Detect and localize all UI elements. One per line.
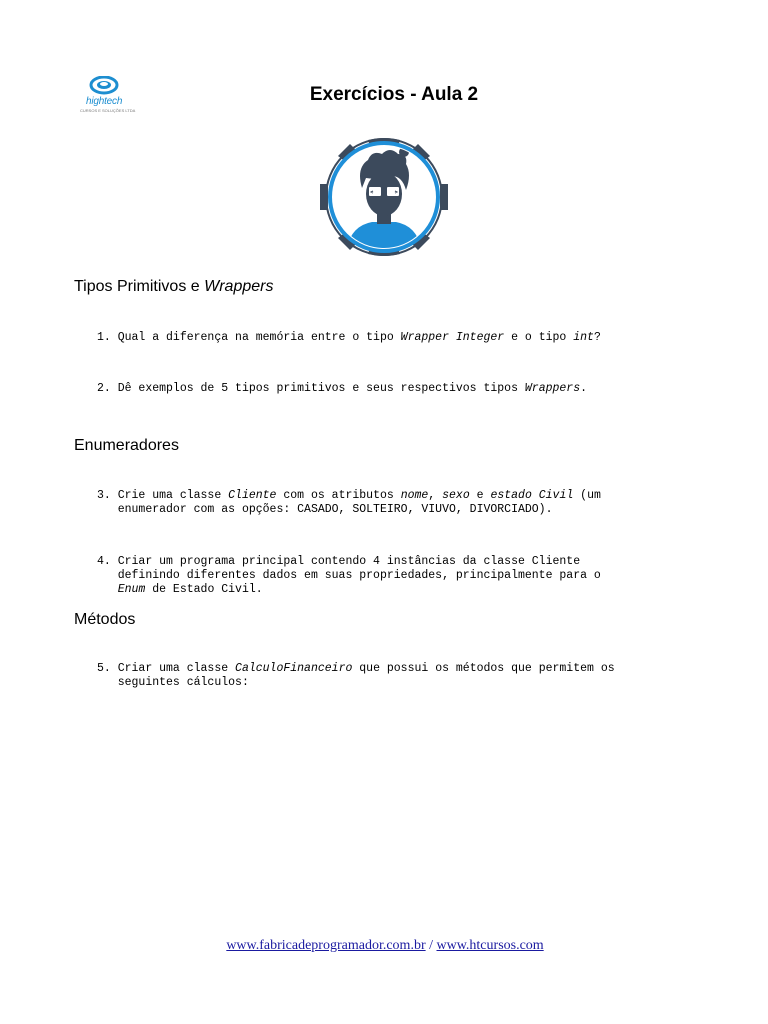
exercise-indent [97, 676, 118, 689]
footer-links [0, 938, 768, 954]
exercise-number: 3. [97, 489, 118, 502]
exercise-emphasis: Wrapper Integer [400, 331, 505, 344]
exercise-text: que possui os métodos que permitem os [352, 662, 615, 675]
exercise-text: Qual a diferença na memória entre o tipo [117, 331, 401, 344]
developer-avatar-icon [316, 134, 452, 260]
exercise-indent [97, 569, 118, 582]
exercise-line [97, 555, 697, 569]
exercise-text: enumerador com as opções: CASADO, SOLTEIRO, VIUVO, DIVORCIADO). [117, 503, 553, 516]
exercise-item [97, 489, 697, 517]
footer-link-htcursos[interactable]: www.htcursos.com [436, 938, 544, 953]
exercise-item [97, 331, 697, 345]
exercise-text: de Estado Civil. [145, 583, 263, 596]
section-heading-enumeradores: Enumeradores [74, 437, 179, 454]
exercise-line [97, 503, 697, 517]
exercise-item [97, 662, 697, 690]
exercise-emphasis: Wrappers [524, 382, 581, 395]
exercise-number: 5. [97, 662, 118, 675]
exercise-text: , [428, 489, 443, 502]
exercise-emphasis: nome [400, 489, 429, 502]
exercise-line [97, 382, 697, 396]
footer-separator: / [425, 938, 437, 953]
exercise-line [97, 489, 697, 503]
exercise-emphasis: sexo [442, 489, 470, 502]
exercise-line [97, 569, 697, 583]
exercise-text: definindo diferentes dados em suas propriedades, principalmente para o [117, 569, 601, 582]
exercise-item [97, 382, 697, 396]
exercise-emphasis: CalculoFinanceiro [235, 662, 353, 675]
section-heading-metodos: Métodos [74, 611, 136, 628]
exercise-text: (um [573, 489, 601, 502]
exercise-indent [97, 503, 118, 516]
exercise-emphasis: int [573, 331, 594, 344]
exercise-text: e o tipo [504, 331, 574, 344]
exercise-number: 4. [97, 555, 118, 568]
exercise-text: Criar uma classe [117, 662, 236, 675]
exercise-item [97, 555, 697, 597]
exercise-line [97, 662, 697, 676]
exercise-text: . [580, 382, 588, 395]
exercise-emphasis: Enum [117, 583, 146, 596]
exercise-number: 2. [97, 382, 118, 395]
exercise-line [97, 583, 697, 597]
section-heading-tipos-primitivos: Tipos Primitivos e Wrappers [74, 278, 274, 295]
exercise-text: Criar um programa principal contendo 4 instâncias da classe Cliente [117, 555, 581, 568]
exercise-number: 1. [97, 331, 118, 344]
exercise-emphasis: Cliente [228, 489, 277, 502]
exercise-line [97, 676, 697, 690]
exercise-text: Dê exemplos de 5 tipos primitivos e seus respectivos tipos [117, 382, 525, 395]
exercise-text: e [469, 489, 491, 502]
exercise-text: Crie uma classe [117, 489, 229, 502]
exercise-text: seguintes cálculos: [117, 676, 249, 689]
footer-link-fabricadeprogramador[interactable]: www.fabricadeprogramador.com.br [226, 938, 426, 953]
logo-wordmark: hightech [86, 96, 123, 107]
exercise-text: com os atributos [276, 489, 401, 502]
exercise-emphasis: estado Civil [490, 489, 574, 502]
logo-tagline: CURSOS E SOLUÇÕES LTDA [80, 108, 136, 113]
exercise-indent [97, 583, 118, 596]
exercise-line [97, 331, 697, 345]
page-title: Exercícios - Aula 2 [309, 84, 479, 105]
exercise-text: ? [593, 331, 601, 344]
